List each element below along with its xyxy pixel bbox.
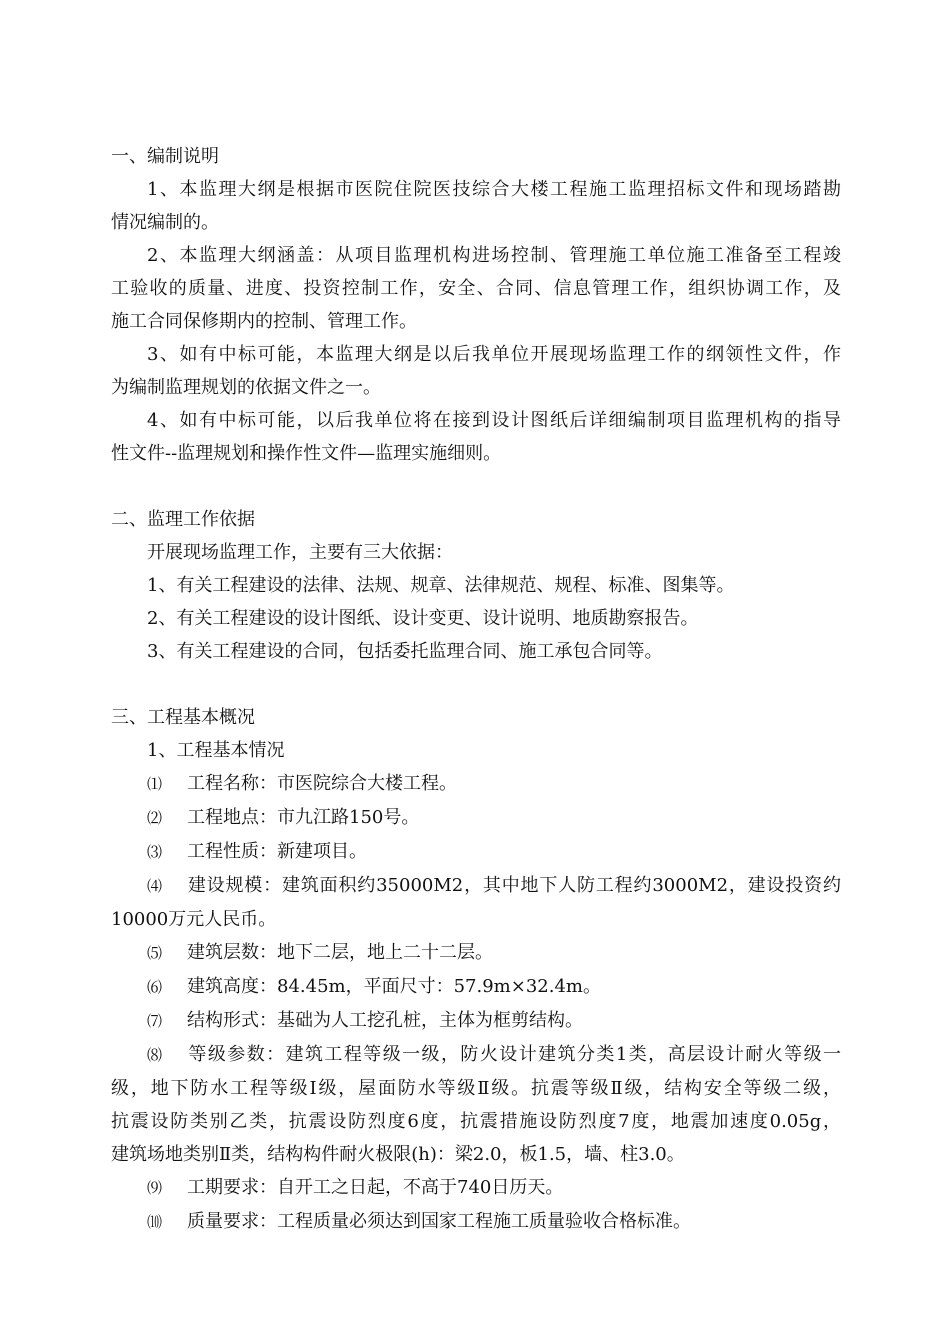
section-heading-1: 一、编制说明: [111, 146, 219, 167]
document-body: [111, 140, 841, 1239]
paragraph-line: 为编制监理规划的依据文件之一。: [111, 377, 381, 398]
item-text: 工程性质：新建项目。: [187, 841, 367, 862]
paragraph-line: 4、如有中标可能，以后我单位将在接到设计图纸后详细编制项目监理机构的指导: [147, 410, 841, 431]
list-item: 2、有关工程建设的设计图纸、设计变更、设计说明、地质勘察报告。: [147, 608, 699, 629]
item-text: 建筑高度：84.45m，平面尺寸：57.9m×32.4m。: [187, 976, 601, 997]
paragraph-line: 性文件--监理规划和操作性文件—监理实施细则。: [111, 443, 502, 464]
item-text: 质量要求：工程质量必须达到国家工程施工质量验收合格标准。: [187, 1211, 691, 1232]
item-number: ⑺: [147, 1012, 163, 1030]
item-number: ⑼: [147, 1179, 163, 1197]
item-number: ⑶: [147, 843, 163, 861]
list-item: [111, 1038, 841, 1072]
list-item: [111, 801, 841, 835]
list-item: [111, 1171, 841, 1205]
item-text: 等级参数：建筑工程等级一级，防火设计建筑分类1类，高层设计耐火等级一: [187, 1044, 841, 1065]
subsection-heading: 1、工程基本情况: [147, 740, 285, 761]
list-item: [111, 1205, 841, 1239]
list-item: [111, 970, 841, 1004]
paragraph-line: 3、如有中标可能，本监理大纲是以后我单位开展现场监理工作的纲领性文件，作: [147, 344, 841, 365]
paragraph-line: 级，地下防水工程等级Ⅰ级，屋面防水等级Ⅱ级。抗震等级Ⅱ级，结构安全等级二级，: [111, 1078, 841, 1099]
item-number: ⑷: [147, 877, 163, 895]
item-number: ⑽: [147, 1213, 163, 1231]
item-number: ⑵: [147, 809, 163, 827]
paragraph-line: 工验收的质量、进度、投资控制工作，安全、合同、信息管理工作，组织协调工作，及: [111, 278, 841, 299]
paragraph-line: 施工合同保修期内的控制、管理工作。: [111, 311, 417, 332]
paragraph-line: 10000万元人民币。: [111, 909, 277, 930]
section-heading-3: 三、工程基本概况: [111, 707, 255, 728]
item-number: ⑸: [147, 944, 163, 962]
list-item: [111, 936, 841, 970]
item-text: 结构形式：基础为人工挖孔桩，主体为框剪结构。: [187, 1010, 583, 1031]
item-text: 工程名称：市医院综合大楼工程。: [187, 773, 457, 794]
list-item: 3、有关工程建设的合同，包括委托监理合同、施工承包合同等。: [147, 641, 663, 662]
item-text: 工程地点：市九江路150号。: [187, 807, 420, 828]
item-text: 建设规模：建筑面积约35000M2，其中地下人防工程约3000M2，建设投资约: [187, 875, 841, 896]
list-item: [111, 1004, 841, 1038]
paragraph-line: 1、本监理大纲是根据市医院住院医技综合大楼工程施工监理招标文件和现场踏勘: [147, 179, 841, 200]
list-item: [111, 767, 841, 801]
list-item: [111, 835, 841, 869]
item-number: ⑴: [147, 775, 163, 793]
section-gap: [111, 470, 841, 503]
section-gap: [111, 668, 841, 701]
item-text: 建筑层数：地下二层，地上二十二层。: [187, 942, 493, 963]
item-text: 工期要求：自开工之日起，不高于740日历天。: [187, 1177, 564, 1198]
item-number: ⑻: [147, 1046, 163, 1064]
paragraph-line: 开展现场监理工作，主要有三大依据：: [147, 542, 453, 563]
item-number: ⑹: [147, 978, 163, 996]
paragraph-line: 抗震设防类别乙类，抗震设防烈度6度，抗震措施设防烈度7度，地震加速度0.05g，: [111, 1111, 841, 1132]
list-item: 1、有关工程建设的法律、法规、规章、法律规范、规程、标准、图集等。: [147, 575, 735, 596]
paragraph-line: 建筑场地类别Ⅱ类，结构构件耐火极限(h)：梁2.0，板1.5，墙、柱3.0。: [111, 1144, 685, 1165]
paragraph-line: 情况编制的。: [111, 212, 219, 233]
list-item: [111, 869, 841, 903]
paragraph-line: 2、本监理大纲涵盖：从项目监理机构进场控制、管理施工单位施工准备至工程竣: [147, 245, 841, 266]
section-heading-2: 二、监理工作依据: [111, 509, 255, 530]
